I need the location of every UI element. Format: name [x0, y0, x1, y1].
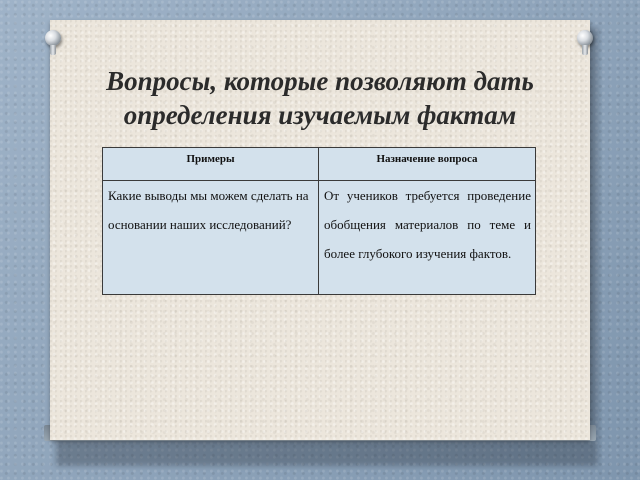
questions-table — [102, 147, 536, 295]
slide-title: Вопросы, которые позволяют дать определения изучаемым фактам — [106, 66, 534, 130]
column-header-purpose: Назначение вопроса — [319, 148, 536, 181]
pushpin-icon — [577, 30, 593, 46]
column-header-examples: Примеры — [103, 148, 319, 181]
table-cell-purpose: От учеников требуется проведение обобщения материалов по теме и более глубокого изучения фактов. — [319, 181, 536, 295]
pushpin-icon — [45, 30, 61, 46]
table-cell-example: Какие выводы мы можем сделать на основании наших исследований? — [103, 181, 319, 295]
table — [102, 147, 536, 295]
table-row — [103, 181, 536, 295]
table-header-row — [103, 148, 536, 181]
